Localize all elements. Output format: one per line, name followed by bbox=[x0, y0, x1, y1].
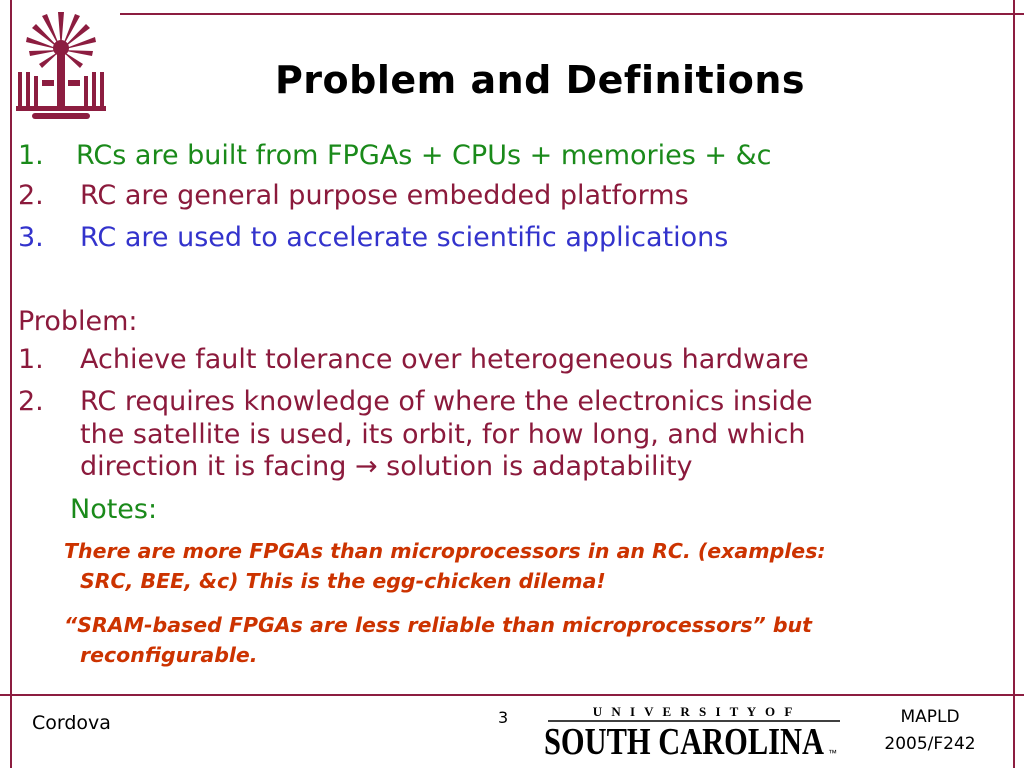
usc-wordmark-logo bbox=[544, 702, 844, 762]
note-1-line-2: SRC, BEE, &c) This is the egg-chicken dilema! bbox=[80, 569, 606, 593]
usc-palmetto-seal-icon bbox=[12, 10, 110, 126]
problem-text-line-2: the satellite is used, its orbit, for how long, and which bbox=[80, 419, 806, 450]
frame-top-line bbox=[120, 13, 1024, 15]
problem-text-line-1: RC requires knowledge of where the electronics inside bbox=[80, 386, 813, 417]
frame-right-line bbox=[1013, 0, 1015, 768]
definition-number: 2. bbox=[18, 180, 44, 211]
footer-venue bbox=[870, 704, 990, 758]
note-2-line-2: reconfigurable. bbox=[80, 643, 258, 667]
footer-venue-line-2: 2005/F242 bbox=[884, 734, 976, 754]
footer-page-number: 3 bbox=[498, 708, 509, 727]
footer-author: Cordova bbox=[32, 712, 111, 734]
problem-text-line-3: direction it is facing → solution is adaptability bbox=[80, 451, 693, 482]
usc-wordmark-top: U N I V E R S I T Y O F bbox=[592, 704, 796, 719]
footer-venue-line-1: MAPLD bbox=[900, 707, 960, 727]
note-1-line-1: There are more FPGAs than microprocessors in an RC. (examples: bbox=[64, 539, 826, 563]
definition-number: 3. bbox=[18, 222, 44, 253]
slide-title: Problem and Definitions bbox=[274, 58, 806, 102]
frame-bottom-line bbox=[0, 694, 1024, 696]
usc-wordmark-bottom: SOUTH CAROLINA bbox=[544, 721, 825, 762]
usc-wordmark-tm: ™ bbox=[828, 748, 837, 758]
problem-number: 1. bbox=[18, 344, 44, 375]
note-2-line-1: “SRAM-based FPGAs are less reliable than microprocessors” but bbox=[64, 613, 812, 637]
definition-text: RCs are built from FPGAs + CPUs + memories + &c bbox=[76, 140, 772, 171]
definition-text: RC are used to accelerate scientific applications bbox=[80, 222, 729, 253]
definition-text: RC are general purpose embedded platforms bbox=[80, 180, 689, 211]
definition-number: 1. bbox=[18, 140, 44, 171]
problem-number: 2. bbox=[18, 386, 44, 417]
problem-text: Achieve fault tolerance over heterogeneous hardware bbox=[80, 344, 809, 375]
